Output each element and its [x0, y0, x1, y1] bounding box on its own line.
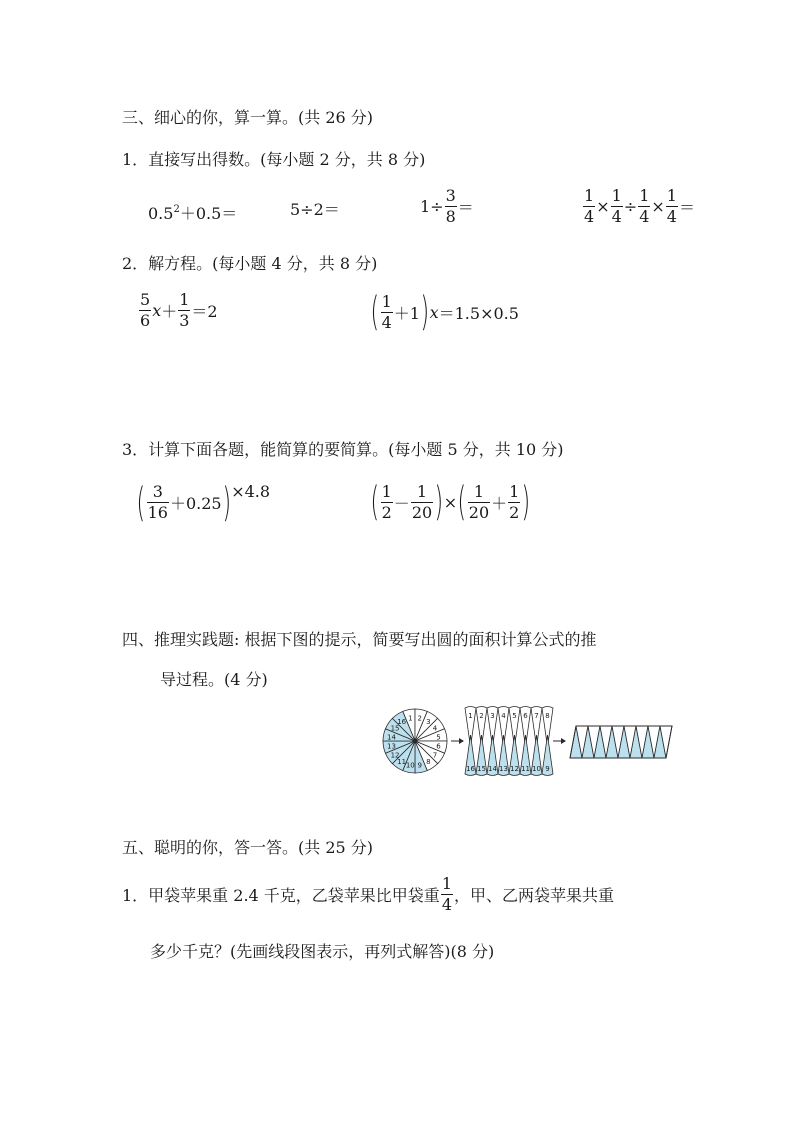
circle-sector-label: 9 [417, 761, 422, 770]
strip-label-top: 4 [501, 712, 506, 720]
circle-sector-label: 15 [390, 724, 400, 733]
strip-label-top: 2 [479, 712, 484, 720]
strip-label-top: 7 [534, 712, 539, 720]
strip-label-top: 5 [512, 712, 517, 720]
circle-sector-label: 10 [405, 761, 415, 770]
q1-expr-3: 1÷ $\frac{3}{8}$ ＝ [420, 186, 474, 226]
circle-sector-label: 1 [408, 714, 413, 723]
strip-label-top: 1 [468, 712, 473, 720]
circle-sector-label: 13 [387, 742, 396, 751]
q1-expr-1: $0.5^2+0.5=$ [148, 204, 238, 223]
circle-sector-label: 6 [436, 742, 441, 751]
section-4-heading-cont: 导过程。(4 分) [160, 670, 268, 689]
circle-sector-label: 8 [426, 757, 431, 766]
strip-label-bottom: 9 [545, 765, 550, 773]
circle-sector-label: 4 [432, 724, 438, 733]
circle-sector-label: 2 [417, 714, 422, 723]
circle-sector-label: 11 [397, 757, 407, 766]
section-3-heading: 三、细心的你，算一算。(共 26 分) [122, 108, 374, 127]
circle-sector-label: 5 [436, 733, 441, 742]
q2-equation-2: ( $\frac{1}{4}$ ＋1)x＝1.5×0.5 [370, 289, 519, 335]
strip-label-bottom: 14 [488, 765, 497, 773]
s5-q1-line2: 多少千克？(先画线段图表示，再列式解答)(8 分) [150, 942, 495, 961]
s5-q1-line1: 1．甲袋苹果重 2.4 千克，乙袋苹果比甲袋重 $\frac{1}{4}$ ，甲、乙两袋苹果共重 [122, 874, 615, 914]
circle-sector-label: 12 [390, 751, 400, 760]
strip-label-bottom: 15 [477, 765, 486, 773]
arrow-icon [451, 738, 464, 744]
parallelogram-shape [570, 726, 672, 758]
q1-expr-2: 5÷2＝ [290, 200, 340, 219]
arrow-icon [553, 738, 566, 744]
strip-label-top: 3 [490, 712, 495, 720]
sector-circle [383, 709, 447, 773]
circle-sector-label: 7 [432, 751, 438, 760]
q1-expr-4: $\frac{1}{4}$ × $\frac{1}{4}$ ÷ $\frac{1}{4}$ × $\frac{1}{4}$ ＝ [584, 186, 695, 226]
q3-title: 3．计算下面各题，能简算的要简算。(每小题 5 分，共 10 分) [122, 440, 564, 459]
strip-label-bottom: 11 [521, 765, 530, 773]
strip-label-bottom: 13 [499, 765, 508, 773]
strip-label-bottom: 16 [466, 765, 475, 773]
strip-label-bottom: 12 [510, 765, 519, 773]
q3-expr-2: ( $\frac{1}{2}$ － $\frac{1}{20}$ )×( $\frac{1}{20}$ ＋ $\frac{1}{2}$ ) [370, 479, 531, 525]
q2-equation-1: $\frac{5}{6}$ x＋ $\frac{1}{3}$ ＝2 [140, 290, 218, 330]
section-5-heading: 五、聪明的你，答一答。(共 25 分) [122, 838, 374, 857]
circle-area-figure [375, 700, 675, 782]
q3-expr-1: ( $\frac{3}{16}$ ＋0.25)×4.8 [136, 479, 271, 526]
sector-strips [465, 707, 553, 776]
strip-label-top: 6 [523, 712, 528, 720]
q1-title: 1．直接写出得数。(每小题 2 分，共 8 分) [122, 150, 426, 169]
circle-sector-label: 14 [387, 733, 396, 742]
strip-label-top: 8 [545, 712, 550, 720]
circle-sector-label: 16 [397, 718, 407, 727]
section-4-heading: 四、推理实践题: 根据下图的提示，简要写出圆的面积计算公式的推 [122, 630, 597, 649]
q2-title: 2．解方程。(每小题 4 分，共 8 分) [122, 254, 378, 273]
circle-sector-label: 3 [426, 718, 431, 727]
strip-label-bottom: 10 [532, 765, 541, 773]
